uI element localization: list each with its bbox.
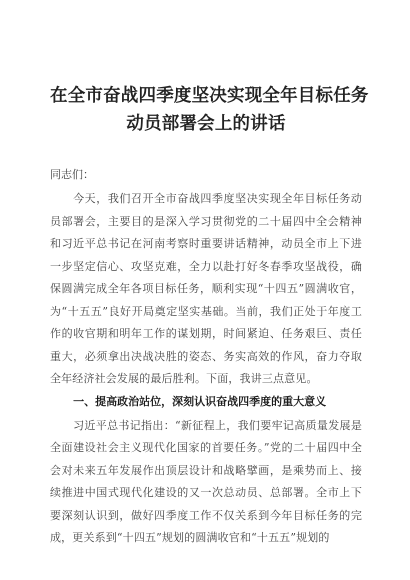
- paragraph-intro: 今天，我们召开全市奋战四季度坚决实现全年目标任务动员部署会，主要目的是深入学习贯彻党的二十届四中全会精神和习近平总书记在河南考察时重要讲话精神，动员全市上下进一步坚定信心、攻坚克难，全力以赴打好冬春季攻坚战役，确保圆满完成全年各项目标任务，顺利实现“十四五”圆满收官，为“十五五”良好开局奠定坚实基础。当前，我们正处于年度工作的收官期和明年工作的谋划期，时间紧迫、任务艰巨、责任重大，必须拿出决战决胜的姿态、务实高效的作风，奋力夺取全年经济社会发展的最后胜利。下面，我讲三点意见。: [50, 192, 362, 385]
- title-line-2: 动员部署会上的讲话: [126, 114, 286, 134]
- section-heading-1: 一、提高政治站位，深刻认识奋战四季度的重大意义: [73, 394, 327, 408]
- paragraph-section-1: 习近平总书记指出：“新征程上，我们要牢记高质量发展是全面建设社会主义现代化国家的首要任务。”党的二十届四中全会对未来五年发展作出顶层设计和战略擘画，是乘势而上、接续推进中国式现代化建设的又一次总动员、总部署。全市上下要深刻认识到，做好四季度工作不仅关系到今年目标任务的完成，更关系到“十四五”规划的圆满收官和“十五五”规划的: [50, 418, 362, 544]
- title-line-1: 在全市奋战四季度坚决实现全年目标任务: [50, 86, 369, 106]
- greeting: 同志们：: [50, 168, 94, 181]
- document-title: [50, 82, 369, 138]
